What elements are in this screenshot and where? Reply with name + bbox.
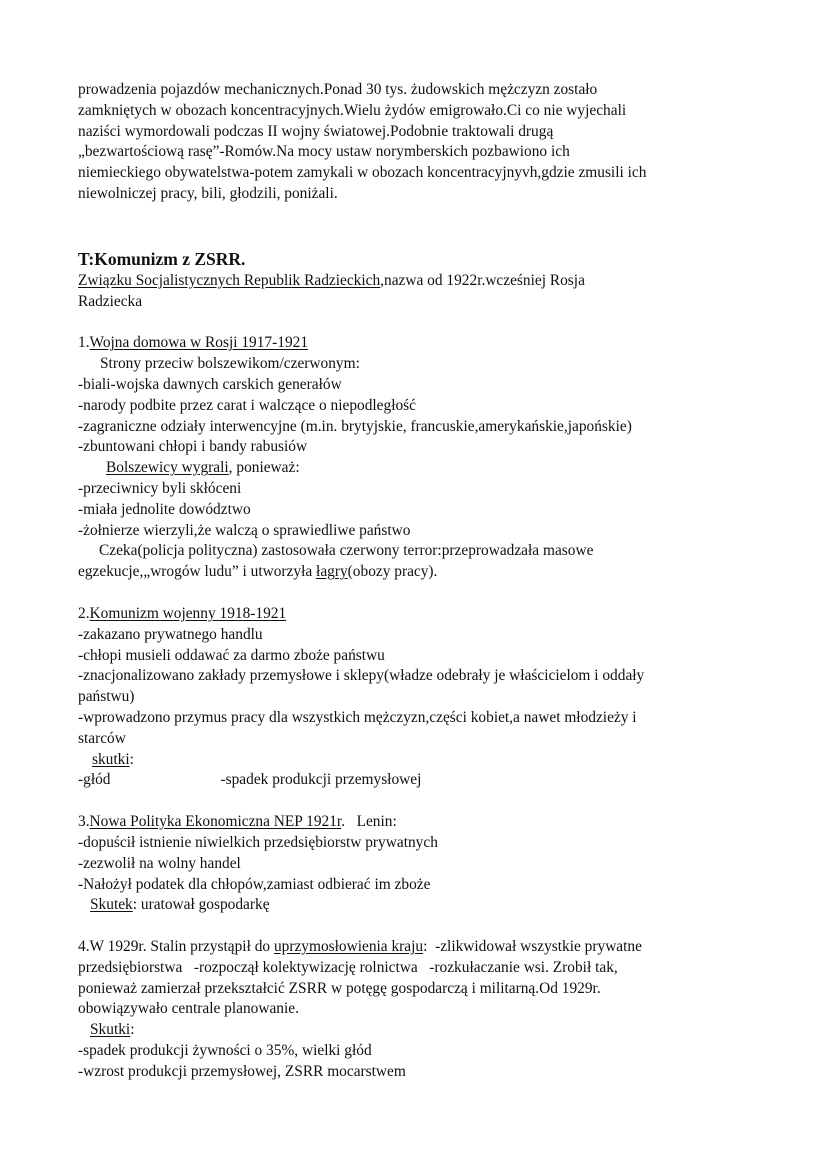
topic-definition-term: Związku Socjalistycznych Republik Radzieckich xyxy=(78,271,381,289)
underlined-phrase: uprzymosłowienia kraju xyxy=(273,938,424,956)
text-line: naziści wymordowali podczas II wojny światowej.Podobnie traktowali drugą xyxy=(78,122,554,140)
section-4 xyxy=(78,937,768,1083)
text-fragment: : xyxy=(129,750,134,768)
list-item: -chłopi musieli oddawać za darmo zboże państwu xyxy=(78,646,385,664)
section-1-subheading-2 xyxy=(78,458,768,479)
cheka-line-1: Czeka(policja polityczna) zastosowała czerwony terror:przeprowadzała masowe xyxy=(99,542,594,560)
text-fragment: . Lenin: xyxy=(341,813,397,831)
list-item: -narody podbite przez carat i walczące o niepodległość xyxy=(78,396,417,414)
list-item: -zakazano prywatnego handlu xyxy=(78,625,263,643)
effects-label xyxy=(78,1020,768,1041)
document-page xyxy=(78,80,768,1083)
underlined-phrase: łagry xyxy=(316,563,348,581)
text-line: niewolniczej pracy, bili, głodzili, poniżali. xyxy=(78,184,338,202)
text-line: ponieważ zamierzał przekształcić ZSRR w potęgę gospodarczą i militarną.Od 1929r. xyxy=(78,979,601,997)
underlined-phrase: skutki xyxy=(92,750,130,768)
text-line: „bezwartościową rasę”-Romów.Na mocy ustaw norymberskich pozbawiono ich xyxy=(78,143,570,161)
section-1-heading xyxy=(78,333,768,354)
text-fragment: egzekucje,„wrogów ludu” i utworzyła xyxy=(78,563,317,581)
text-fragment: 4.W 1929r. Stalin przystąpił do xyxy=(78,938,274,956)
text-fragment: : xyxy=(130,1021,135,1039)
list-item: -dopuścił istnienie niwielkich przedsiębiorstw prywatnych xyxy=(78,833,438,851)
section-1-subheading: Strony przeciw bolszewikom/czerwonym: xyxy=(100,355,360,373)
list-item: -zbuntowani chłopi i bandy rabusiów xyxy=(78,438,308,456)
section-4-line-1 xyxy=(78,937,768,958)
text-line: obowiązywało centrale planowanie. xyxy=(78,1000,299,1018)
list-item: -biali-wojska dawnych carskich generałów xyxy=(78,375,342,393)
list-item: -wzrost produkcji przemysłowej, ZSRR mocarstwem xyxy=(78,1062,406,1080)
text-line: prowadzenia pojazdów mechanicznych.Ponad 30 tys. żudowskich mężczyzn zostało xyxy=(78,81,598,98)
topic-title: T:Komunizm z ZSRR. xyxy=(78,248,246,269)
text-line: przedsiębiorstwa -rozpoczął kolektywizację rolnictwa -rozkułaczanie wsi. Zrobił tak, xyxy=(78,958,618,976)
list-item: -miała jednolite dowództwo xyxy=(78,500,251,518)
list-item: -przeciwnicy byli skłóceni xyxy=(78,479,242,497)
cheka-line-2 xyxy=(78,562,768,583)
list-item: -Nałożył podatek dla chłopów,zamiast odbierać im zboże xyxy=(78,875,431,893)
list-item: -zagraniczne odziały interwencyjne (m.in. brytyjskie, francuskie,amerykańskie,japońskie) xyxy=(78,417,632,435)
list-item: -wprowadzono przymus pracy dla wszystkich mężczyzn,części kobiet,a nawet młodzieży i xyxy=(78,708,637,726)
text-fragment: , ponieważ: xyxy=(228,459,300,477)
section-2-heading xyxy=(78,604,768,625)
list-item: -zezwolił na wolny handel xyxy=(78,854,241,872)
section-2 xyxy=(78,604,768,791)
effect-item: -głód xyxy=(78,771,111,789)
effect-line xyxy=(78,895,768,916)
effects-label xyxy=(78,750,768,771)
list-item: państwu) xyxy=(78,688,135,706)
section-number: 2. xyxy=(78,604,90,622)
list-item: starców xyxy=(78,729,126,747)
text-line: zamkniętych w obozach koncentracyjnych.Wielu żydów emigrowało.Ci co nie wyjechali xyxy=(78,101,627,119)
effects-row xyxy=(78,770,768,791)
topic-definition xyxy=(78,271,768,292)
section-heading-text: Komunizm wojenny 1918-1921 xyxy=(89,604,287,622)
section-heading-text: Nowa Polityka Ekonomiczna NEP 1921r xyxy=(89,813,342,831)
section-number: 3. xyxy=(78,813,90,831)
text-fragment: (obozy pracy). xyxy=(347,563,438,581)
section-3-heading xyxy=(78,812,768,833)
text-fragment: : -zlikwidował wszystkie prywatne xyxy=(423,938,642,956)
section-3 xyxy=(78,812,768,916)
intro-paragraph xyxy=(78,80,768,205)
underlined-phrase: Bolszewicy wygrali xyxy=(106,459,229,477)
section-1 xyxy=(78,333,768,583)
topic-definition-line2: Radziecka xyxy=(78,292,143,310)
effect-item: -spadek produkcji przemysłowej xyxy=(220,771,422,789)
list-item: -żołnierze wierzyli,że walczą o sprawiedliwe państwo xyxy=(78,521,411,539)
text-line: niemieckiego obywatelstwa-potem zamykali w obozach koncentracyjnyvh,gdzie zmusili ich xyxy=(78,164,647,182)
section-heading-text: Wojna domowa w Rosji 1917-1921 xyxy=(89,334,309,352)
underlined-phrase: Skutek xyxy=(90,896,133,914)
list-item: -znacjonalizowano zakłady przemysłowe i sklepy(władze odebrały je właścicielom i oddały xyxy=(78,667,645,685)
section-number: 1. xyxy=(78,334,90,352)
text-fragment: : uratował gospodarkę xyxy=(132,896,270,914)
list-item: -spadek produkcji żywności o 35%, wielki głód xyxy=(78,1042,372,1060)
underlined-phrase: Skutki xyxy=(90,1021,131,1039)
topic-definition-rest: ,nazwa od 1922r.wcześniej Rosja xyxy=(380,271,585,289)
